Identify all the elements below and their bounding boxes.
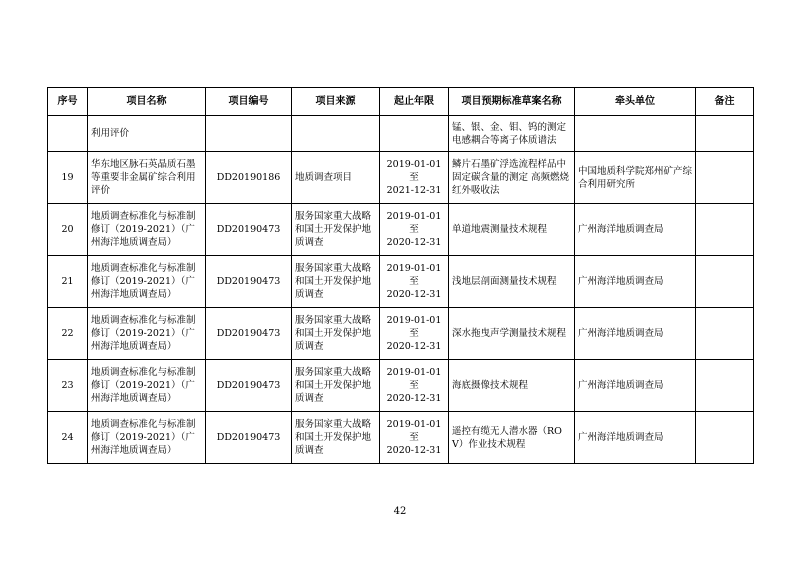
standards-table [47,87,754,464]
cell-no: 20 [48,204,88,256]
cell-project-name: 地质调查标准化与标准制修订（2019-2021）（广州海洋地质调查局） [88,256,206,308]
cell-no [48,116,88,152]
cell-standard-title: 浅地层剖面测量技术规程 [449,256,575,308]
cell-period [380,308,449,360]
cell-project-source: 服务国家重大战略和国土开发保护地质调查 [292,256,380,308]
cell-project-code: DD20190473 [206,256,292,308]
cell-project-name: 利用评价 [88,116,206,152]
cell-project-source: 服务国家重大战略和国土开发保护地质调查 [292,412,380,464]
header-project-source: 项目来源 [292,88,380,116]
header-lead-unit: 牵头单位 [575,88,696,116]
cell-period [380,360,449,412]
cell-note [696,152,754,204]
header-no: 序号 [48,88,88,116]
period-end: 2020-12-31 [386,237,442,248]
cell-project-source: 地质调查项目 [292,152,380,204]
cell-lead-unit: 广州海洋地质调查局 [575,412,696,464]
cell-period [380,256,449,308]
cell-project-source [292,116,380,152]
period-end: 2021-12-31 [386,185,442,196]
period-start: 2019-01-01 至 [386,159,442,183]
cell-project-name: 地质调查标准化与标准制修订（2019-2021）（广州海洋地质调查局） [88,204,206,256]
cell-project-code: DD20190473 [206,360,292,412]
cell-project-source: 服务国家重大战略和国土开发保护地质调查 [292,360,380,412]
table-row [48,256,754,308]
page-number: 42 [393,506,407,517]
cell-project-name: 地质调查标准化与标准制修订（2019-2021）（广州海洋地质调查局） [88,360,206,412]
cell-project-code: DD20190186 [206,152,292,204]
period-start: 2019-01-01 至 [386,263,442,287]
period-end: 2020-12-31 [386,393,442,404]
header-period: 起止年限 [380,88,449,116]
header-project-code: 项目编号 [206,88,292,116]
cell-no: 21 [48,256,88,308]
header-standard-title: 项目预期标准草案名称 [449,88,575,116]
cell-standard-title: 单道地震测量技术规程 [449,204,575,256]
period-start: 2019-01-01 至 [386,419,442,443]
cell-note [696,360,754,412]
cell-project-name: 华东地区脉石英晶质石墨等重要非金属矿综合利用评价 [88,152,206,204]
table-row-continuation [48,116,754,152]
header-row [48,88,754,116]
cell-project-name: 地质调查标准化与标准制修订（2019-2021）（广州海洋地质调查局） [88,412,206,464]
cell-period [380,412,449,464]
table-row [48,204,754,256]
cell-standard-title: 鳞片石墨矿浮选流程样品中固定碳含量的测定 高频燃烧红外吸收法 [449,152,575,204]
header-project-name: 项目名称 [88,88,206,116]
period-start: 2019-01-01 至 [386,367,442,391]
cell-project-source: 服务国家重大战略和国土开发保护地质调查 [292,308,380,360]
cell-lead-unit: 中国地质科学院郑州矿产综合利用研究所 [575,152,696,204]
cell-note [696,256,754,308]
cell-lead-unit: 广州海洋地质调查局 [575,360,696,412]
cell-standard-title: 深水拖曳声学测量技术规程 [449,308,575,360]
cell-lead-unit: 广州海洋地质调查局 [575,204,696,256]
cell-project-code: DD20190473 [206,308,292,360]
cell-period [380,204,449,256]
cell-no: 23 [48,360,88,412]
cell-standard-title: 海底摄像技术规程 [449,360,575,412]
cell-note [696,204,754,256]
period-end: 2020-12-31 [386,445,442,456]
table-row [48,412,754,464]
cell-project-code: DD20190473 [206,412,292,464]
cell-period [380,152,449,204]
table-body [48,152,754,464]
cell-lead-unit [575,116,696,152]
cell-project-source: 服务国家重大战略和国土开发保护地质调查 [292,204,380,256]
cell-note [696,116,754,152]
header-note: 备注 [696,88,754,116]
period-start: 2019-01-01 至 [386,211,442,235]
cell-standard-title: 锰、银、金、钼、钨的测定 电感耦合等离子体质谱法 [449,116,575,152]
cell-period [380,116,449,152]
cell-note [696,412,754,464]
table-row [48,308,754,360]
cell-project-code [206,116,292,152]
cell-no: 24 [48,412,88,464]
table-row [48,152,754,204]
period-end: 2020-12-31 [386,289,442,300]
cell-standard-title: 遥控有缆无人潜水器（ROV）作业技术规程 [449,412,575,464]
cell-note [696,308,754,360]
cell-project-name: 地质调查标准化与标准制修订（2019-2021）（广州海洋地质调查局） [88,308,206,360]
cell-no: 19 [48,152,88,204]
cell-project-code: DD20190473 [206,204,292,256]
cell-lead-unit: 广州海洋地质调查局 [575,256,696,308]
table-row [48,360,754,412]
cell-lead-unit: 广州海洋地质调查局 [575,308,696,360]
period-end: 2020-12-31 [386,341,442,352]
cell-no: 22 [48,308,88,360]
period-start: 2019-01-01 至 [386,315,442,339]
